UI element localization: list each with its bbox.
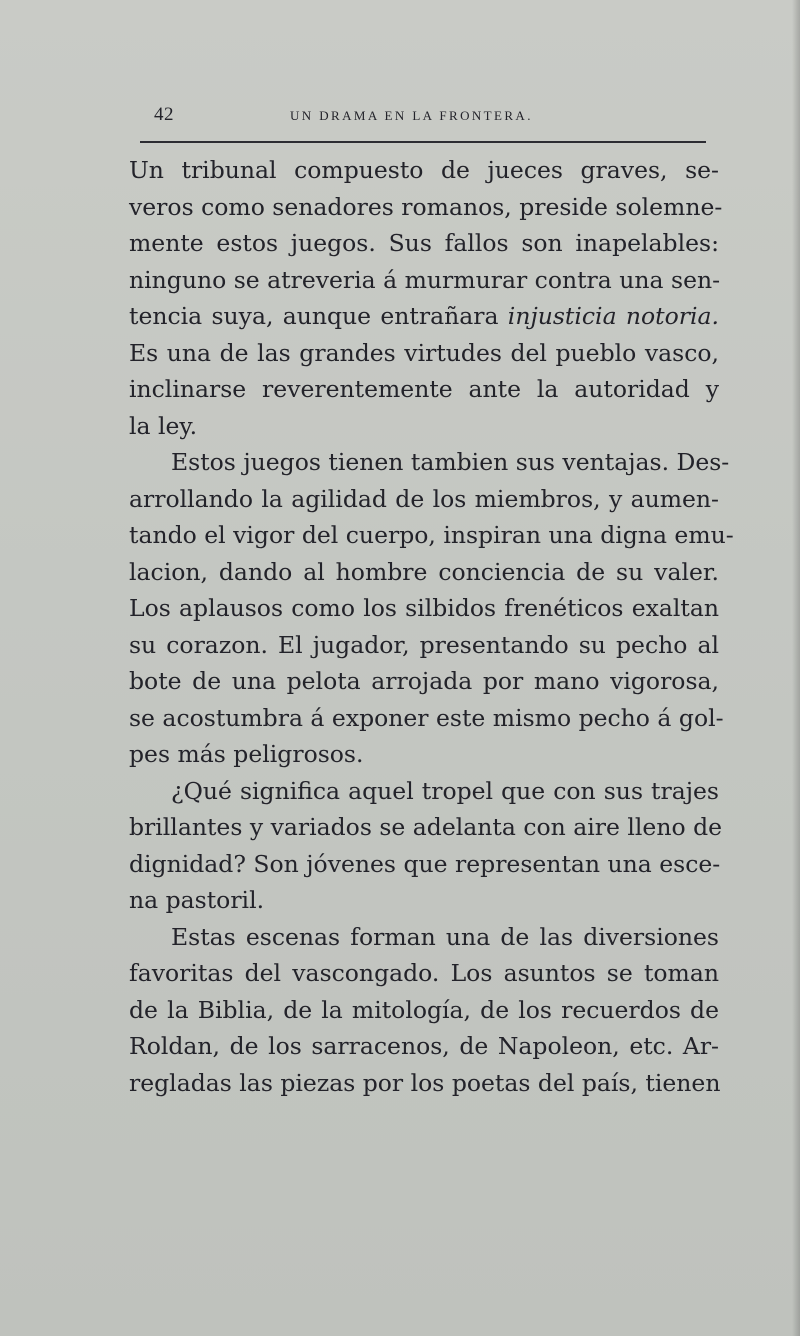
- text-line: Un tribunal compuesto de jueces graves, se-: [129, 156, 719, 184]
- text-line: de la Biblia, de la mitología, de los recuerdos de: [129, 995, 719, 1024]
- text-line: lacion, dando al hombre conciencia de su valer.: [129, 557, 719, 586]
- text-line: ninguno se atreveria á murmurar contra una sen-: [129, 265, 721, 294]
- text-line: veros como senadores romanos, preside solemne-: [129, 192, 723, 221]
- header-rule: [140, 141, 706, 143]
- text-line: Los aplausos como los silbidos frenéticos exaltan: [129, 594, 719, 622]
- text-line: tando el vigor del cuerpo, inspiran una digna emu-: [129, 521, 734, 549]
- text-span: tencia suya, aunque entrañara: [129, 302, 499, 330]
- text-line: pes más peligrosos.: [129, 740, 364, 768]
- text-line: bote de una pelota arrojada por mano vigorosa,: [129, 667, 719, 695]
- text-line: mente estos juegos. Sus fallos son inapelables:: [129, 229, 719, 257]
- text-line: regladas las piezas por los poetas del país, tienen: [129, 1068, 721, 1097]
- text-line: se acostumbra á exponer este mismo pecho á gol-: [129, 703, 724, 732]
- paragraph-first-line: Estas escenas forman una de las diversiones: [171, 922, 719, 951]
- text-line: dignidad? Son jóvenes que representan una esce-: [129, 849, 721, 878]
- paragraph-first-line: ¿Qué significa aquel tropel que con sus trajes: [171, 776, 719, 805]
- text-line: na pastoril.: [129, 886, 265, 914]
- page-number: 42: [154, 104, 174, 125]
- page-header: [154, 104, 714, 128]
- running-title: UN DRAMA EN LA FRONTERA.: [290, 108, 533, 123]
- text-line: inclinarse reverentemente ante la autoridad y: [129, 375, 719, 403]
- text-line: [129, 298, 719, 335]
- text-line: arrollando la agilidad de los miembros, y aumen-: [129, 484, 719, 513]
- paragraph-first-line: Estos juegos tienen tambien sus ventajas. Des-: [171, 448, 730, 476]
- page-edge-shadow: [792, 0, 800, 1336]
- body-text: [129, 152, 734, 1101]
- text-line: la ley.: [129, 411, 198, 440]
- text-line: su corazon. El jugador, presentando su pecho al: [129, 630, 719, 659]
- text-line: brillantes y variados se adelanta con aire lleno de: [129, 813, 723, 841]
- text-line: favoritas del vascongado. Los asuntos se toman: [129, 959, 719, 987]
- text-line: Roldan, de los sarracenos, de Napoleon, etc. Ar-: [129, 1032, 719, 1060]
- emphasized-text: injusticia notoria.: [507, 302, 719, 330]
- text-line: Es una de las grandes virtudes del pueblo vasco,: [129, 338, 719, 367]
